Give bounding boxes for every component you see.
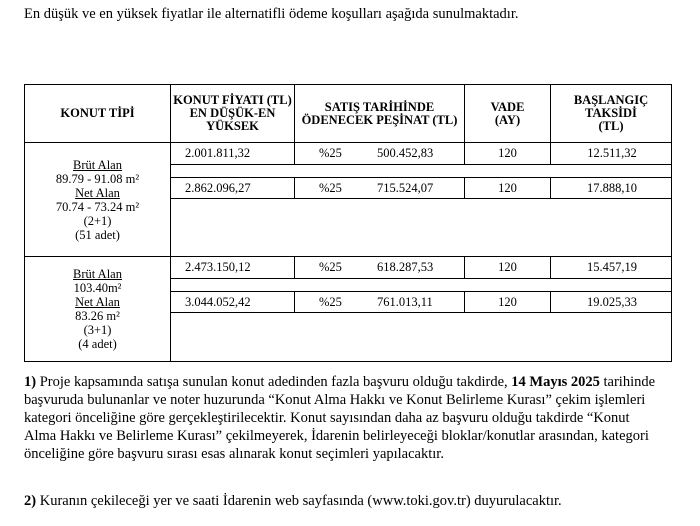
- price-cell: 3.044.052,42: [171, 292, 295, 312]
- note-2: [24, 492, 664, 510]
- net-alan-value: 70.74 - 73.24 m²: [55, 199, 140, 214]
- note-1: [24, 373, 664, 463]
- net-alan-label: Net Alan: [75, 295, 120, 309]
- table-row: [171, 257, 671, 279]
- pct-cell: %25: [319, 180, 342, 195]
- taksit-cell: 17.888,10: [587, 180, 637, 195]
- pct-cell: %25: [319, 146, 342, 160]
- table-row: [171, 291, 671, 313]
- brut-alan-value: 89.79 - 91.08 m²: [55, 171, 140, 186]
- konut-tipi-cell: [25, 143, 171, 256]
- note-1-text-b: tarihinde başvuruda bulunanlar ve noter huzurunda “Konut Alma Hakkı ve Konut Belirleme Kurası” çekim işlemleri kategori önceliğine göre gerçekleştirilecektir. Konut sayısından daha az başvuru olduğu takdirde “Konut Alma Hakkı ve Belirleme Kurası” çekilmeyerek, İdarenin belirleyeceği bloklar/konutlar arasından, kategori önceliğine göre başvuru sırası esas alınarak konut seçimleri yapılacaktır.: [24, 374, 656, 462]
- header-vade: VADE (AY): [465, 85, 551, 142]
- table-group: [25, 143, 671, 257]
- table-row: [171, 143, 671, 165]
- net-alan-label: Net Alan: [75, 185, 120, 200]
- pesinat-cell: 715.524,07: [363, 178, 465, 198]
- taksit-cell: 12.511,32: [587, 146, 637, 160]
- taksit-cell: 15.457,19: [587, 260, 637, 274]
- price-table: [24, 84, 672, 362]
- brut-alan-label: Brüt Alan: [73, 157, 122, 172]
- header-baslangic-taksidi: BAŞLANGIÇ TAKSİDİ (TL): [573, 93, 649, 133]
- table-row: [171, 177, 671, 199]
- note-2-text: Kuranın çekileceği yer ve saati İdarenin web sayfasında (www.toki.gov.tr) duyurulacaktır.: [39, 493, 562, 509]
- brut-alan-label: Brüt Alan: [73, 267, 122, 281]
- pesinat-cell: 761.013,11: [363, 292, 465, 312]
- note-1-text-a: Proje kapsamında satışa sunulan konut adedinden fazla başvuru olduğu takdirde,: [39, 374, 508, 390]
- price-cell: 2.473.150,12: [171, 257, 295, 278]
- header-konut-fiyati: KONUT FİYATI (TL) EN DÜŞÜK-EN YÜKSEK: [171, 85, 295, 142]
- taksit-cell: 19.025,33: [587, 294, 637, 309]
- price-cell: 2.001.811,32: [171, 143, 295, 164]
- vade-cell: 120: [465, 143, 551, 164]
- header-pesinat: SATIŞ TARİHİNDE ÖDENECEK PEŞİNAT (TL): [295, 85, 465, 142]
- net-alan-value: 83.26 m²: [75, 309, 120, 323]
- note-1-number: 1): [24, 374, 37, 390]
- vade-cell: 120: [465, 292, 551, 312]
- table-group: [25, 257, 671, 361]
- vade-cell: 120: [465, 178, 551, 198]
- unit-count: (51 adet): [75, 227, 120, 242]
- brut-alan-value: 103.40m²: [73, 281, 122, 295]
- konut-tipi-cell: [25, 257, 171, 361]
- intro-text: En düşük ve en yüksek fiyatlar ile alternatifli ödeme koşulları aşağıda sunulmaktadır.: [24, 6, 519, 22]
- unit-count: (4 adet): [78, 337, 117, 351]
- note-2-number: 2): [24, 493, 37, 509]
- pesinat-cell: 618.287,53: [363, 257, 465, 278]
- pct-cell: %25: [319, 294, 342, 309]
- price-cell: 2.862.096,27: [171, 178, 295, 198]
- pesinat-cell: 500.452,83: [363, 143, 465, 164]
- pct-cell: %25: [319, 260, 342, 274]
- room-type: (3+1): [83, 323, 112, 337]
- note-1-date: 14 Mayıs 2025: [511, 374, 600, 390]
- header-konut-tipi: KONUT TİPİ: [25, 85, 171, 142]
- table-header: [25, 85, 671, 143]
- room-type: (2+1): [83, 213, 112, 228]
- vade-cell: 120: [465, 257, 551, 278]
